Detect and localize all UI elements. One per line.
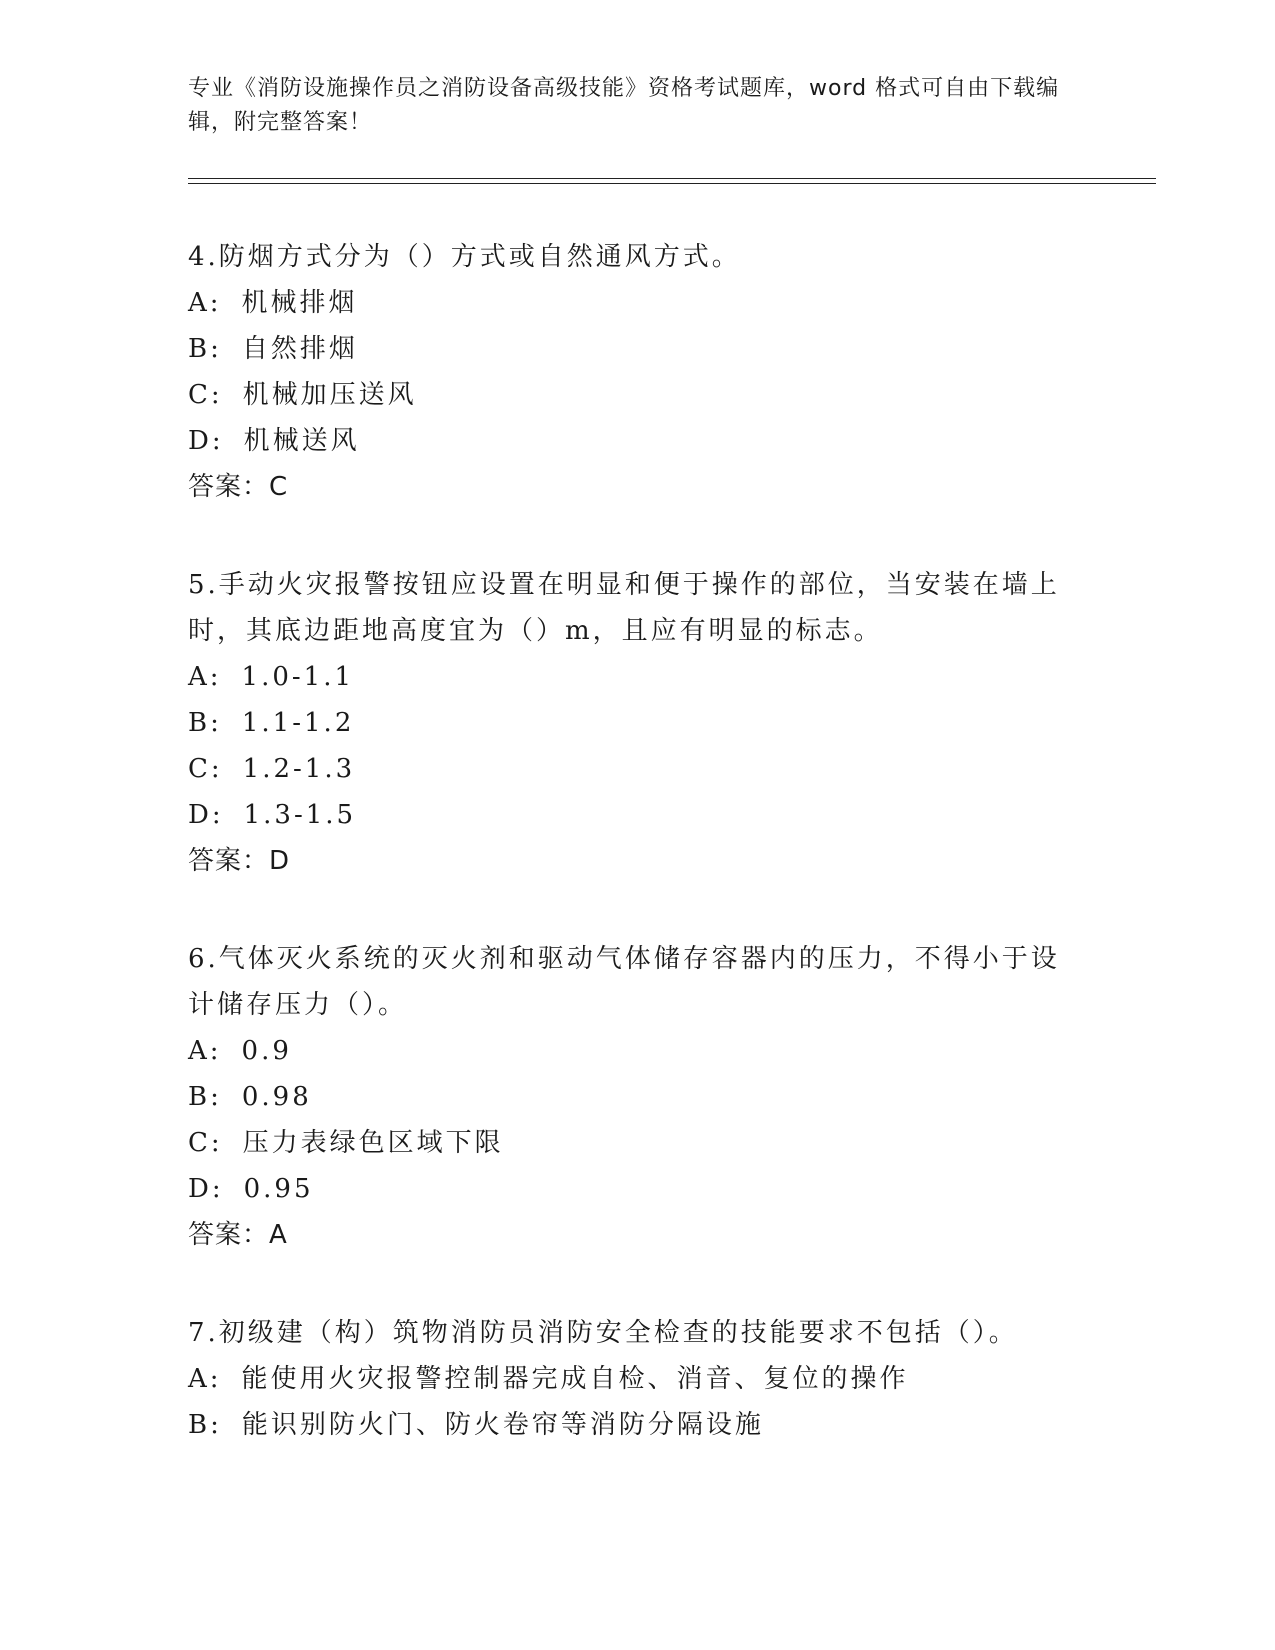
- answer-line: [188, 1212, 1068, 1258]
- option-a: [188, 1356, 1068, 1402]
- answer-line: [188, 464, 1068, 510]
- option-text: 能使用火灾报警控制器完成自检、消音、复位的操作: [241, 1364, 909, 1394]
- option-text: 0.9: [241, 1036, 292, 1066]
- answer-line: [188, 838, 1068, 884]
- option-d: [188, 1166, 1068, 1212]
- option-key: C:: [188, 1128, 223, 1158]
- option-c: [188, 372, 1068, 418]
- option-text: 机械加压送风: [242, 380, 417, 410]
- option-key: B:: [188, 1410, 222, 1440]
- option-key: C:: [188, 380, 223, 410]
- option-key: D:: [188, 1174, 224, 1204]
- option-b: [188, 1074, 1068, 1120]
- option-b: [188, 700, 1068, 746]
- answer-value: C: [269, 472, 289, 502]
- question-stem: 4.防烟方式分为（）方式或自然通风方式。: [188, 242, 741, 272]
- option-d: [188, 418, 1068, 464]
- option-key: B:: [188, 334, 222, 364]
- option-text: 1.0-1.1: [241, 662, 355, 692]
- option-key: B:: [188, 1082, 222, 1112]
- option-key: A:: [188, 1364, 222, 1394]
- question-list: [188, 234, 1068, 1500]
- header-divider-bottom: [188, 183, 1156, 184]
- option-key: A:: [188, 288, 222, 318]
- option-text: 能识别防火门、防火卷帘等消防分隔设施: [241, 1410, 764, 1440]
- question-4: [188, 234, 1068, 510]
- question-6: [188, 936, 1068, 1258]
- option-text: 机械排烟: [241, 288, 358, 318]
- option-d: [188, 792, 1068, 838]
- option-text: 0.98: [241, 1082, 312, 1112]
- option-text: 1.1-1.2: [241, 708, 355, 738]
- option-b: [188, 326, 1068, 372]
- header-divider-top: [188, 178, 1156, 179]
- option-key: D:: [188, 800, 224, 830]
- question-stem: 6.气体灭火系统的灭火剂和驱动气体储存容器内的压力，不得小于设计储存压力（）。: [188, 944, 1060, 1020]
- option-key: A:: [188, 662, 222, 692]
- question-7: [188, 1310, 1068, 1448]
- answer-label: 答案：: [188, 1220, 270, 1250]
- option-key: A:: [188, 1036, 222, 1066]
- option-text: 1.2-1.3: [242, 754, 356, 784]
- option-c: [188, 746, 1068, 792]
- option-text: 压力表绿色区域下限: [242, 1128, 504, 1158]
- option-a: [188, 1028, 1068, 1074]
- option-text: 机械送风: [243, 426, 360, 456]
- option-b: [188, 1402, 1068, 1448]
- question-stem: 7.初级建（构）筑物消防员消防安全检查的技能要求不包括（）。: [188, 1318, 1018, 1348]
- option-key: D:: [188, 426, 224, 456]
- option-text: 1.3-1.5: [243, 800, 357, 830]
- option-key: C:: [188, 754, 223, 784]
- option-key: B:: [188, 708, 222, 738]
- option-a: [188, 280, 1068, 326]
- option-text: 自然排烟: [241, 334, 358, 364]
- answer-value: A: [269, 1220, 288, 1250]
- option-c: [188, 1120, 1068, 1166]
- option-a: [188, 654, 1068, 700]
- answer-label: 答案：: [188, 472, 270, 502]
- document-header: 专业《消防设施操作员之消防设备高级技能》资格考试题库，word 格式可自由下载编辑，附完整答案！: [188, 76, 1060, 135]
- option-text: 0.95: [243, 1174, 314, 1204]
- answer-label: 答案：: [188, 846, 270, 876]
- answer-value: D: [269, 846, 291, 876]
- question-stem: 5.手动火灾报警按钮应设置在明显和便于操作的部位，当安装在墙上时，其底边距地高度宜为（）m，且应有明显的标志。: [188, 570, 1060, 646]
- question-5: [188, 562, 1068, 884]
